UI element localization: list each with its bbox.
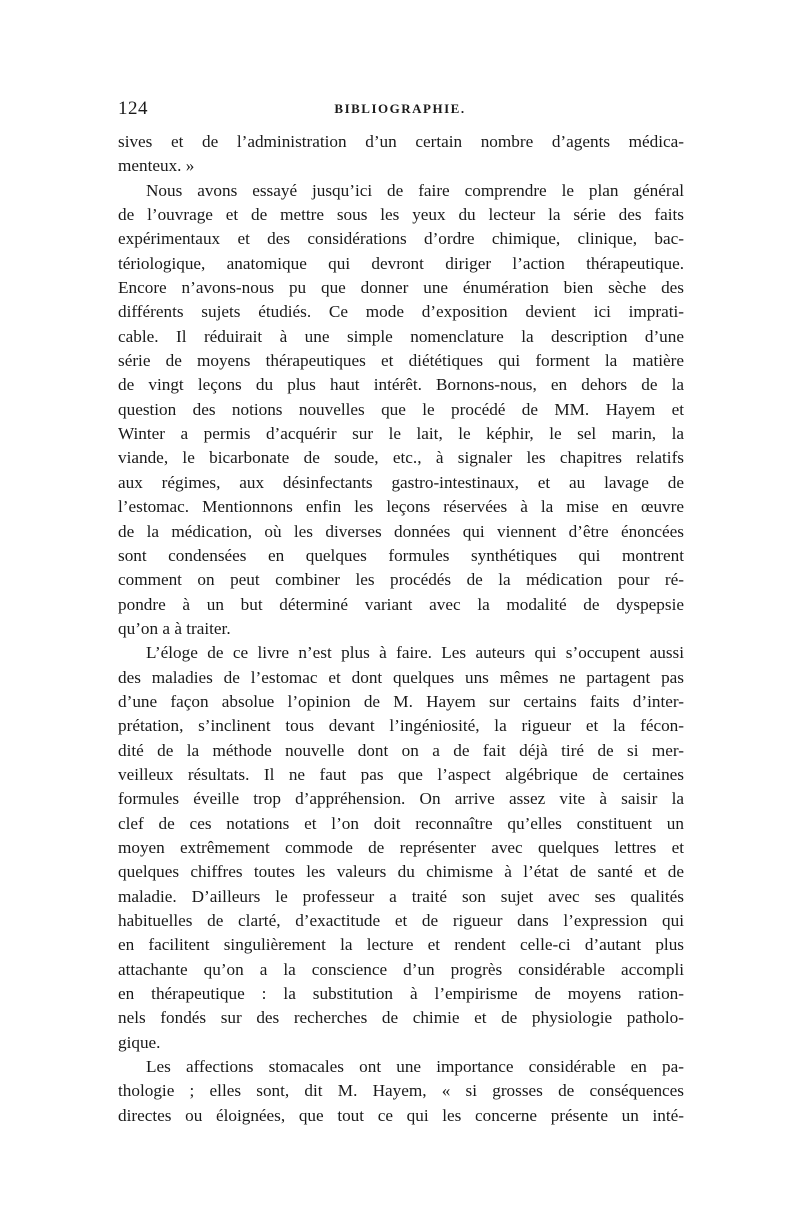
- running-title: BIBLIOGRAPHIE.: [334, 101, 466, 116]
- running-head: [118, 98, 682, 124]
- text-line: attachante qu’on a la conscience d’un progrès considérable accompli: [118, 959, 684, 979]
- text-line: cable. Il réduirait à une simple nomenclature la description d’une: [118, 326, 684, 346]
- text-line: comment on peut combiner les procédés de la médication pour ré-: [118, 570, 684, 590]
- text-line: viande, le bicarbonate de soude, etc., à signaler les chapitres relatifs: [118, 448, 684, 468]
- text-line: sont condensées en quelques formules synthétiques qui montrent: [118, 545, 684, 565]
- text-line: L’éloge de ce livre n’est plus à faire. Les auteurs qui s’occupent aussi: [146, 643, 684, 663]
- text-line: quelques chiffres toutes les valeurs du chimisme à l’état de santé et de: [118, 862, 684, 882]
- text-line: gique.: [118, 1032, 161, 1052]
- text-line: de vingt leçons du plus haut intérêt. Bornons-nous, en dehors de la: [118, 375, 684, 395]
- text-line: sives et de l’administration d’un certain nombre d’agents médica-: [118, 132, 684, 151]
- text-line: clef de ces notations et l’on doit reconnaître qu’elles constituent un: [118, 813, 684, 833]
- text-line: directes ou éloignées, que tout ce qui les concerne présente un inté-: [118, 1105, 684, 1125]
- text-line: aux régimes, aux désinfectants gastro-intestinaux, et au lavage de: [118, 472, 684, 492]
- text-line: Nous avons essayé jusqu’ici de faire comprendre le plan général: [146, 180, 684, 200]
- text-line: prétation, s’inclinent tous devant l’ingéniosité, la rigueur et la fécon-: [118, 716, 684, 736]
- text-line: de la médication, où les diverses données qui viennent d’être énoncées: [118, 521, 684, 541]
- paragraph-plan-general: [118, 179, 684, 642]
- text-line: différents sujets étudiés. Ce mode d’exposition devient ici imprati-: [118, 302, 684, 322]
- text-line: nels fondés sur des recherches de chimie et de physiologie patholo-: [118, 1008, 684, 1028]
- text-line: menteux. »: [118, 156, 195, 176]
- paragraph-eloge: [118, 641, 684, 1055]
- page-number: 124: [118, 98, 148, 119]
- text-line: moyen extrêmement commode de représenter avec quelques lettres et: [118, 837, 684, 857]
- text-line: qu’on a à traiter.: [118, 618, 231, 638]
- text-line: des maladies de l’estomac et dont quelques uns mêmes ne partagent pas: [118, 667, 684, 687]
- text-line: thologie ; elles sont, dit M. Hayem, « si grosses de conséquences: [118, 1081, 684, 1101]
- text-line: expérimentaux et des considérations d’ordre chimique, clinique, bac-: [118, 229, 684, 249]
- text-line: veilleux résultats. Il ne faut pas que l’aspect algébrique de certaines: [118, 764, 684, 784]
- text-line: question des notions nouvelles que le procédé de MM. Hayem et: [118, 399, 684, 419]
- text-line: maladie. D’ailleurs le professeur a traité son sujet avec ses qualités: [118, 886, 684, 906]
- text-line: dité de la méthode nouvelle dont on a de fait déjà tiré de si mer-: [118, 740, 684, 760]
- text-line: Winter a permis d’acquérir sur le lait, le képhir, le sel marin, la: [118, 424, 684, 444]
- paragraph-affections: [118, 1055, 684, 1128]
- text-line: tériologique, anatomique qui devront diriger l’action thérapeutique.: [118, 253, 684, 273]
- text-line: en facilitent singulièrement la lecture et rendent celle-ci d’autant plus: [118, 935, 684, 955]
- text-line: de l’ouvrage et de mettre sous les yeux du lecteur la série des faits: [118, 205, 684, 225]
- text-line: formules éveille trop d’appréhension. On arrive assez vite à saisir la: [118, 789, 684, 809]
- text-line: série de moyens thérapeutiques et diététiques qui forment la matière: [118, 351, 684, 371]
- text-line: Les affections stomacales ont une importance considérable en pa-: [146, 1057, 684, 1077]
- text-line: Encore n’avons-nous pu que donner une énumération bien sèche des: [118, 278, 684, 298]
- text-line: d’une façon absolue l’opinion de M. Hayem sur certains faits d’inter-: [118, 691, 684, 711]
- text-line: habituelles de clarté, d’exactitude et de rigueur dans l’expression qui: [118, 911, 684, 930]
- body-text: [118, 130, 684, 1128]
- text-line: pondre à un but déterminé variant avec la modalité de dyspepsie: [118, 594, 684, 614]
- text-line: l’estomac. Mentionnons enfin les leçons réservées à la mise en œuvre: [118, 497, 684, 517]
- text-line: en thérapeutique : la substitution à l’empirisme de moyens ration-: [118, 984, 684, 1004]
- paragraph-continuation: [118, 130, 684, 179]
